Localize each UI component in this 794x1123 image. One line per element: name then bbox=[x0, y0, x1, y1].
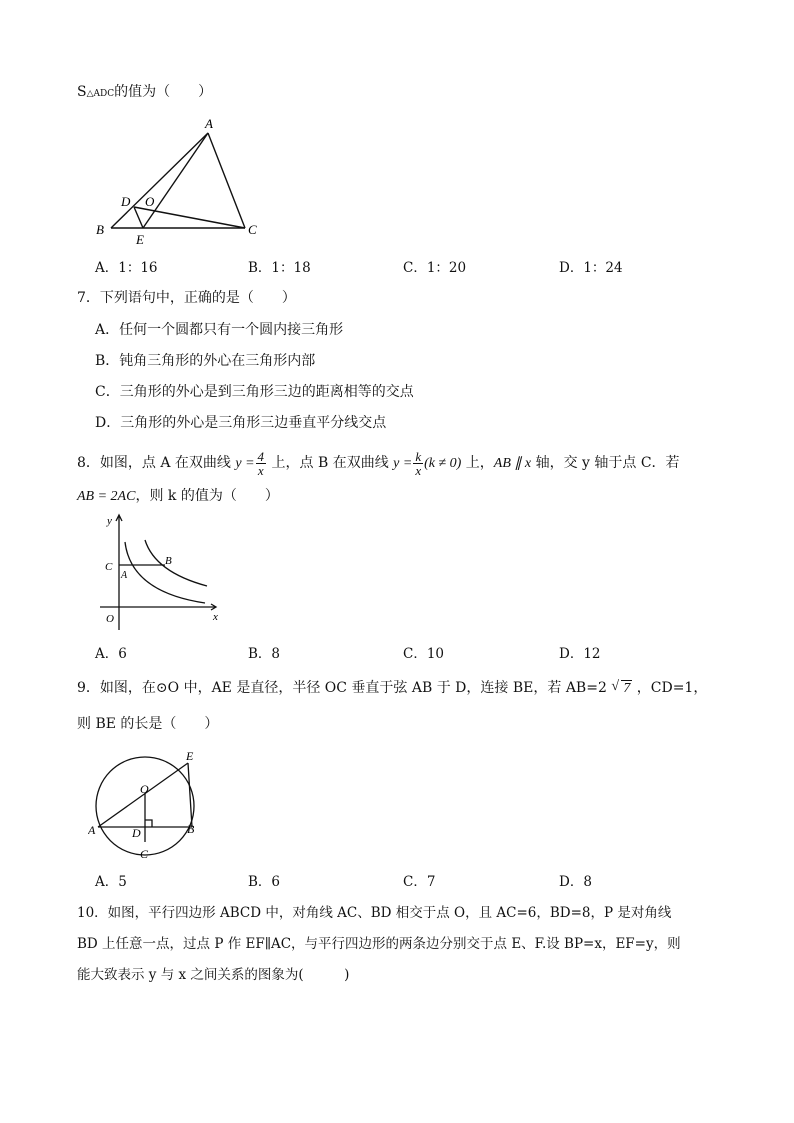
q9-option-d[interactable]: D．8 bbox=[559, 874, 592, 890]
q6-label-e: E bbox=[136, 232, 144, 247]
q8-option-b[interactable]: B．8 bbox=[248, 646, 281, 662]
q8-stem-part-a: 8．如图，点 A 在双曲线 bbox=[77, 455, 231, 471]
q6-triangle-figure bbox=[90, 112, 270, 248]
q8-eq1-fraction bbox=[256, 450, 267, 477]
q6-option-d[interactable]: D．1：24 bbox=[559, 260, 623, 276]
q8-ab-eq-2ac: AB = 2AC bbox=[77, 489, 136, 504]
q8-stem-line2 bbox=[77, 486, 279, 507]
q8-option-c[interactable]: C．10 bbox=[403, 646, 445, 662]
q6-label-d: D bbox=[121, 194, 131, 209]
q7-option-b[interactable]: B．钝角三角形的外心在三角形内部 bbox=[95, 353, 316, 369]
q9-option-c[interactable]: C．7 bbox=[403, 874, 436, 890]
q8-curve-inner bbox=[125, 542, 205, 603]
q6-stem-text: 的值为（ ） bbox=[114, 84, 213, 100]
q6-label-a: A bbox=[205, 116, 213, 131]
q9-circle-figure bbox=[88, 745, 208, 865]
q6-line-ac bbox=[208, 133, 245, 228]
q8-stem-part-b: 上，点 B 在双曲线 bbox=[271, 455, 389, 471]
q9-sqrt bbox=[611, 679, 632, 699]
q6-label-o: O bbox=[145, 194, 155, 209]
q8-stem-line2-text: ，则 k 的值为（ ） bbox=[135, 488, 279, 504]
q9-option-a[interactable]: A．5 bbox=[95, 874, 127, 890]
q8-eq1-lhs: y = bbox=[235, 456, 255, 471]
q9-stem-line2: 则 BE 的长是（ ） bbox=[77, 716, 219, 732]
q8-option-d[interactable]: D．12 bbox=[559, 646, 601, 662]
q6-label-b: B bbox=[96, 222, 104, 237]
q8-label-o: O bbox=[106, 613, 114, 625]
q8-label-c: C bbox=[105, 561, 113, 573]
q9-label-o: O bbox=[140, 782, 149, 796]
q8-stem-part-d: 轴，交 y 轴于点 C．若 bbox=[535, 455, 680, 471]
q9-line-be bbox=[188, 763, 192, 827]
q9-stem-part-a: 9．如图，在⊙O 中，AE 是直径，半径 OC 垂直于弦 AB 于 D，连接 BE，若 AB=2 bbox=[77, 680, 607, 696]
q7-stem: 7．下列语句中，正确的是（ ） bbox=[77, 290, 296, 306]
q8-curve-outer bbox=[145, 540, 207, 586]
q8-option-a[interactable]: A．6 bbox=[95, 646, 127, 662]
q8-eq1-denominator: x bbox=[257, 462, 264, 478]
q8-stem-line1 bbox=[77, 448, 680, 479]
q10-stem-line3: 能大致表示 y 与 x 之间关系的图象为( ) bbox=[77, 967, 350, 983]
q7-option-d[interactable]: D．三角形的外心是三角形三边垂直平分线交点 bbox=[95, 415, 387, 431]
q10-stem-line2: BD 上任意一点，过点 P 作 EF∥AC，与平行四边形的两条边分别交于点 E、F.设 BP=x，EF=y，则 bbox=[77, 936, 681, 952]
q6-option-c[interactable]: C．1：20 bbox=[403, 260, 467, 276]
q9-stem-line1 bbox=[77, 678, 707, 699]
q7-option-a[interactable]: A．任何一个圆都只有一个圆内接三角形 bbox=[95, 322, 344, 338]
q9-label-c: C bbox=[140, 847, 149, 861]
q6-stem bbox=[77, 82, 212, 104]
q9-label-a: A bbox=[88, 823, 96, 837]
q6-option-b[interactable]: B．1：18 bbox=[248, 260, 311, 276]
q8-label-a: A bbox=[121, 570, 128, 581]
q6-option-a[interactable]: A．1：16 bbox=[95, 260, 158, 276]
q8-eq2-numerator: k bbox=[415, 448, 422, 464]
q9-stem-part-b: ，CD=1， bbox=[636, 680, 708, 696]
q8-label-b: B bbox=[165, 555, 172, 567]
q8-eq2-condition: (k ≠ 0) bbox=[424, 456, 462, 471]
q10-stem-line1: 10．如图，平行四边形 ABCD 中，对角线 AC、BD 相交于点 O，且 AC=6，BD=8，P 是对角线 bbox=[77, 905, 672, 921]
q9-label-d: D bbox=[132, 826, 141, 840]
q8-hyperbola-figure bbox=[95, 512, 225, 630]
q9-label-e: E bbox=[186, 749, 194, 763]
q6-area-symbol: S bbox=[77, 84, 87, 100]
q9-right-angle-mark bbox=[145, 820, 152, 827]
q8-eq2-fraction bbox=[413, 450, 423, 477]
q8-label-y: y bbox=[107, 515, 112, 527]
q9-option-b[interactable]: B．6 bbox=[248, 874, 281, 890]
q8-parallel-math: AB ∥ x bbox=[493, 456, 532, 471]
q9-label-b: B bbox=[187, 822, 195, 836]
q6-label-c: C bbox=[248, 222, 257, 237]
q6-area-subscript: △ADC bbox=[86, 89, 115, 99]
q8-label-x: x bbox=[213, 611, 218, 623]
q8-eq2-lhs: y = bbox=[393, 456, 413, 471]
q6-line-ba bbox=[111, 133, 208, 228]
q9-sqrt-value: 7 bbox=[623, 681, 631, 696]
q6-line-de bbox=[134, 207, 143, 228]
q8-stem-part-c: 上， bbox=[465, 455, 494, 471]
q8-eq2-denominator: x bbox=[415, 462, 422, 478]
q7-option-c[interactable]: C．三角形的外心是到三角形三边的距离相等的交点 bbox=[95, 384, 414, 400]
q6-line-ae bbox=[143, 133, 208, 228]
q8-eq1-numerator: 4 bbox=[257, 448, 265, 464]
